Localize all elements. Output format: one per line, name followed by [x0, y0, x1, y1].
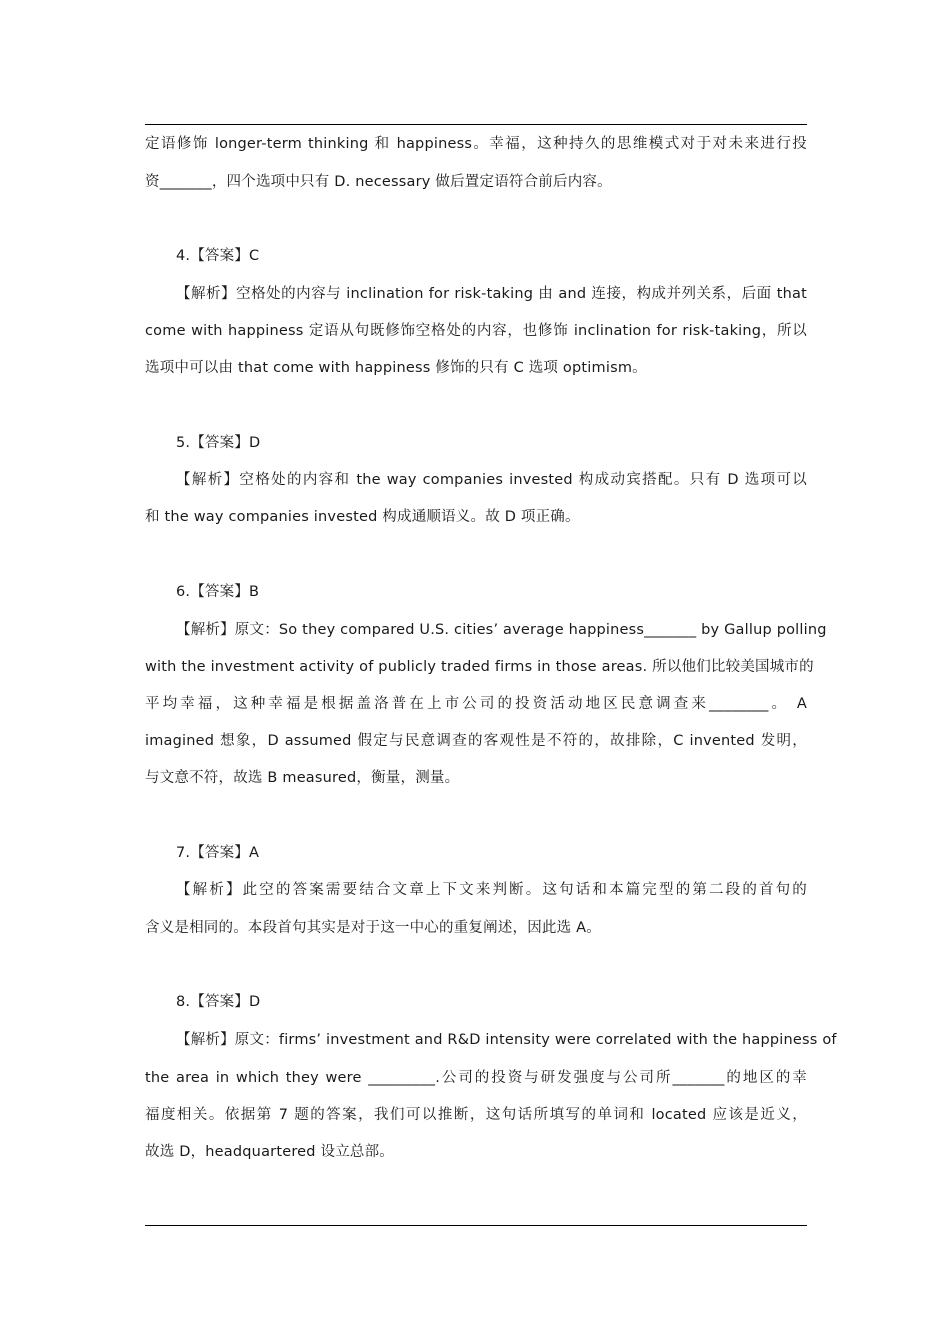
explanation-line: come with happiness 定语从句既修饰空格处的内容，也修饰 inclination for risk-taking，所以 — [145, 323, 807, 339]
explanation-line: imagined 想象，D assumed 假定与民意调查的客观性是不符的，故排除，C invented 发明， — [145, 733, 807, 749]
explanation-line: 【解析】空格处的内容与 inclination for risk-taking 由 and 连接，构成并列关系，后面 that — [176, 286, 807, 302]
explanation-line: 【解析】原文：So they compared U.S. cities’ average happiness_______ by Gallup polling — [176, 622, 827, 638]
top-divider — [145, 124, 807, 125]
answer-heading-5: 5.【答案】D — [176, 435, 261, 451]
explanation-line: 和 the way companies invested 构成通顺语义。故 D 项正确。 — [145, 509, 580, 525]
explanation-line: 【解析】原文：firms’ investment and R&D intensity were correlated with the happiness of — [176, 1032, 837, 1048]
answer-heading-6: 6.【答案】B — [176, 584, 260, 600]
intro-line: 定语修饰 longer-term thinking 和 happiness。幸福，这种持久的思维模式对于对未来进行投 — [145, 136, 807, 152]
answer-heading-4: 4.【答案】C — [176, 248, 260, 264]
answer-heading-8: 8.【答案】D — [176, 994, 261, 1010]
explanation-line: 选项中可以由 that come with happiness 修饰的只有 C 选项 optimism。 — [145, 360, 647, 376]
explanation-line: 故选 D，headquartered 设立总部。 — [145, 1144, 394, 1160]
bottom-divider — [145, 1225, 807, 1226]
answer-heading-7: 7.【答案】A — [176, 845, 260, 861]
explanation-line: 福度相关。依据第 7 题的答案，我们可以推断，这句话所填写的单词和 located 应该是近义， — [145, 1107, 807, 1123]
intro-line: 资_______，四个选项中只有 D. necessary 做后置定语符合前后内容。 — [145, 174, 612, 190]
explanation-line: 【解析】空格处的内容和 the way companies invested 构成动宾搭配。只有 D 选项可以 — [176, 472, 807, 488]
explanation-line: 含义是相同的。本段首句其实是对于这一中心的重复阐述，因此选 A。 — [145, 920, 601, 936]
explanation-line: 平均幸福，这种幸福是根据盖洛普在上市公司的投资活动地区民意调查来________。 A — [145, 696, 807, 712]
explanation-line: the area in which they were _________.公司的投资与研发强度与公司所_______的地区的幸 — [145, 1070, 807, 1086]
explanation-line: 【解析】此空的答案需要结合文章上下文来判断。这句话和本篇完型的第二段的首句的 — [176, 882, 807, 898]
explanation-line: with the investment activity of publicly traded firms in those areas. 所以他们比较美国城市的 — [145, 659, 814, 675]
explanation-line: 与文意不符，故选 B measured，衡量，测量。 — [145, 770, 460, 786]
